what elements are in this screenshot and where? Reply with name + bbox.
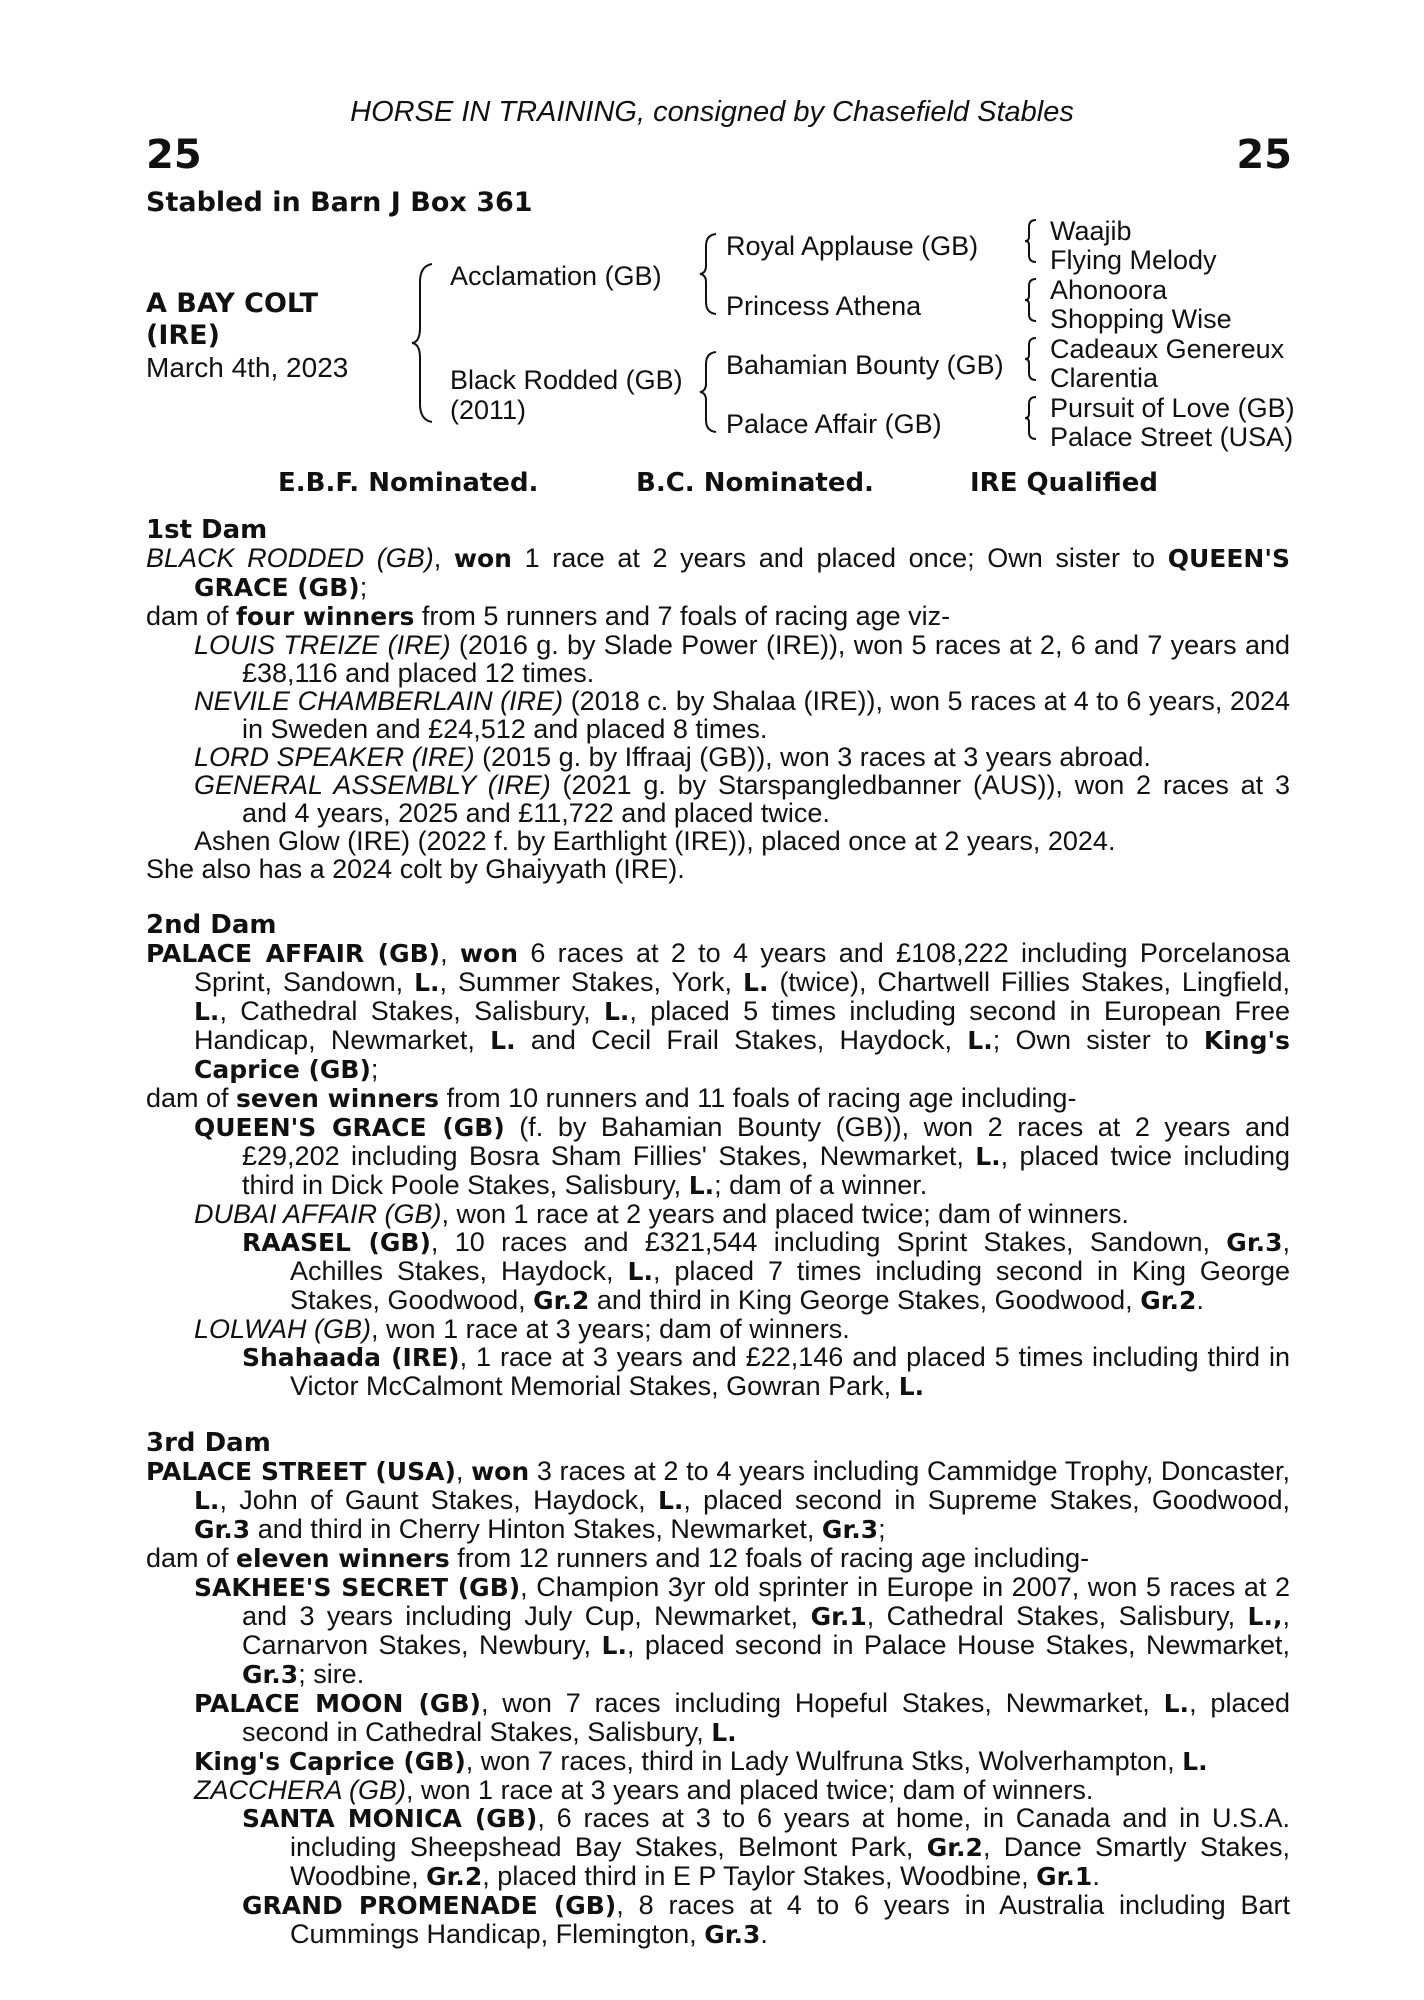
- consignment-line: HORSE IN TRAINING, consigned by Chasefield Stables: [350, 96, 1074, 128]
- won-label: won: [453, 544, 512, 573]
- pedigree-g7: Pursuit of Love (GB): [1050, 393, 1295, 423]
- pedigree-dam-dam: Palace Affair (GB): [726, 409, 942, 439]
- pedigree-dam: Black Rodded (GB): [450, 365, 683, 395]
- horse-name-line1: A BAY COLT: [146, 288, 319, 319]
- ire-qualified: IRE Qualified: [970, 468, 1159, 498]
- produce-entry: ZACCHERA (GB), won 1 race at 3 years and placed twice; dam of winners.: [194, 1775, 1094, 1805]
- first-dam-intro: BLACK RODDED (GB), won 1 race at 2 years and placed once; Own sister to QUEEN'S GRACE (GB);: [146, 543, 1290, 602]
- foaling-date: March 4th, 2023: [146, 352, 349, 383]
- pedigree-brace-g2: [1023, 277, 1039, 323]
- horse-name-line2: (IRE): [146, 320, 220, 351]
- produce-entry: Ashen Glow (IRE) (2022 f. by Earthlight (IRE)), placed once at 2 years, 2024.: [194, 826, 1116, 856]
- pedigree-brace-main: [408, 262, 438, 424]
- pedigree-g6: Clarentia: [1050, 363, 1159, 393]
- lot-number-right: 25: [1236, 132, 1292, 178]
- produce-entry: LORD SPEAKER (IRE) (2015 g. by Iffraaj (GB)), won 3 races at 3 years abroad.: [194, 742, 1151, 772]
- pedigree-g5: Cadeaux Genereux: [1050, 334, 1285, 364]
- pedigree-dam-sire: Bahamian Bounty (GB): [726, 350, 1004, 380]
- stabling-info: Stabled in Barn J Box 361: [146, 187, 533, 218]
- second-dam-heading: 2nd Dam: [146, 910, 277, 940]
- pedigree-g1: Waajib: [1050, 216, 1132, 246]
- produce-entry: King's Caprice (GB), won 7 races, third in Lady Wulfruna Stks, Wolverhampton, L.: [194, 1746, 1208, 1776]
- second-dam-produce-summary: dam of seven winners from 10 runners and 11 foals of racing age including-: [146, 1083, 1077, 1113]
- first-dam-heading: 1st Dam: [146, 515, 268, 545]
- pedigree-brace-sire: [698, 232, 720, 316]
- first-dam-produce-summary: dam of four winners from 5 runners and 7 foals of racing age viz-: [146, 601, 951, 631]
- lot-number-left: 25: [146, 132, 202, 178]
- produce-entry: LOLWAH (GB), won 1 race at 3 years; dam of winners.: [194, 1314, 850, 1344]
- produce-entry: PALACE MOON (GB), won 7 races including Hopeful Stakes, Newmarket, L., placed second in Cathedral Stakes, Salisbury, L.: [194, 1688, 1290, 1747]
- third-dam-produce-summary: dam of eleven winners from 12 runners and 12 foals of racing age including-: [146, 1543, 1090, 1573]
- bc-nomination: B.C. Nominated.: [636, 468, 874, 498]
- ebf-nomination: E.B.F. Nominated.: [278, 468, 539, 498]
- grand-produce-entry: Shahaada (IRE), 1 race at 3 years and £22,146 and placed 5 times including third in Victor McCalmont Memorial Stakes, Gowran Park, L.: [242, 1342, 1290, 1401]
- produce-entry: LOUIS TREIZE (IRE) (2016 g. by Slade Power (IRE)), won 5 races at 2, 6 and 7 years and £38,116 and placed 12 times.: [194, 630, 1290, 688]
- pedigree-brace-g3: [1023, 336, 1039, 382]
- horse-identity: [146, 288, 348, 384]
- second-dam-intro: PALACE AFFAIR (GB), won 6 races at 2 to 4 years and £108,222 including Porcelanosa Sprint, Sandown, L., Summer Stakes, York, L. (twice), Chartwell Fillies Stakes, Lingfield, L., Cathedral Stakes, Salisbury, L., placed 5 times including second in European Free Handicap, Newmarket, L. and Cecil Frail Stakes, Haydock, L.; Own sister to King's Caprice (GB);: [146, 938, 1290, 1084]
- pedigree-sire: Acclamation (GB): [450, 261, 662, 291]
- produce-entry: GENERAL ASSEMBLY (IRE) (2021 g. by Starspangledbanner (AUS)), won 2 races at 3 and 4 years, 2025 and £11,722 and placed twice.: [194, 770, 1290, 828]
- pedigree-brace-dam: [698, 350, 720, 434]
- grand-produce-entry: SANTA MONICA (GB), 6 races at 3 to 6 years at home, in Canada and in U.S.A. including Sheepshead Bay Stakes, Belmont Park, Gr.2, Dance Smartly Stakes, Woodbine, Gr.2, placed third in E P Taylor Stakes, Woodbine, Gr.1.: [242, 1803, 1291, 1891]
- pedigree-brace-g4: [1023, 395, 1039, 441]
- pedigree-brace-g1: [1023, 218, 1039, 264]
- also-has-note: She also has a 2024 colt by Ghaiyyath (IRE).: [146, 854, 685, 884]
- sister-name: QUEEN'S GRACE (GB): [194, 544, 1290, 602]
- dam-name: BLACK RODDED (GB): [146, 543, 434, 573]
- pedigree-sire-dam: Princess Athena: [726, 291, 922, 321]
- third-dam-heading: 3rd Dam: [146, 1428, 271, 1458]
- produce-entry: DUBAI AFFAIR (GB), won 1 race at 2 years and placed twice; dam of winners.: [194, 1199, 1129, 1229]
- produce-entry: QUEEN'S GRACE (GB) (f. by Bahamian Bounty (GB)), won 2 races at 2 years and £29,202 including Bosra Sham Fillies' Stakes, Newmarket, L., placed twice including third in Dick Poole Stakes, Salisbury, L.; dam of a winner.: [194, 1112, 1291, 1200]
- pedigree-dam-year: (2011): [450, 395, 527, 425]
- produce-entry: SAKHEE'S SECRET (GB), Champion 3yr old sprinter in Europe in 2007, won 5 races at 2 and 3 years including July Cup, Newmarket, Gr.1, Cathedral Stakes, Salisbury, L.,, Carnarvon Stakes, Newbury, L., placed second in Palace House Stakes, Newmarket, Gr.3; sire.: [194, 1572, 1290, 1689]
- catalogue-body: [146, 516, 1290, 1949]
- produce-entry: NEVILE CHAMBERLAIN (IRE) (2018 c. by Shalaa (IRE)), won 5 races at 4 to 6 years, 2024 in Sweden and £24,512 and placed 8 times.: [194, 686, 1290, 744]
- pedigree-g8: Palace Street (USA): [1050, 422, 1294, 452]
- pedigree-g2: Flying Melody: [1050, 245, 1217, 275]
- pedigree-g3: Ahonoora: [1050, 275, 1168, 305]
- grand-produce-entry: RAASEL (GB), 10 races and £321,544 including Sprint Stakes, Sandown, Gr.3, Achilles Stakes, Haydock, L., placed 7 times including second in King George Stakes, Goodwood, Gr.2 and third in King George Stakes, Goodwood, Gr.2.: [242, 1227, 1290, 1315]
- grand-produce-entry: GRAND PROMENADE (GB), 8 races at 4 to 6 years in Australia including Bart Cummings Handicap, Flemington, Gr.3.: [242, 1890, 1290, 1949]
- pedigree-g4: Shopping Wise: [1050, 304, 1232, 334]
- pedigree-sire-sire: Royal Applause (GB): [726, 231, 979, 261]
- third-dam-intro: PALACE STREET (USA), won 3 races at 2 to 4 years including Cammidge Trophy, Doncaster, L., John of Gaunt Stakes, Haydock, L., placed second in Supreme Stakes, Goodwood, Gr.3 and third in Cherry Hinton Stakes, Newmarket, Gr.3;: [146, 1456, 1290, 1544]
